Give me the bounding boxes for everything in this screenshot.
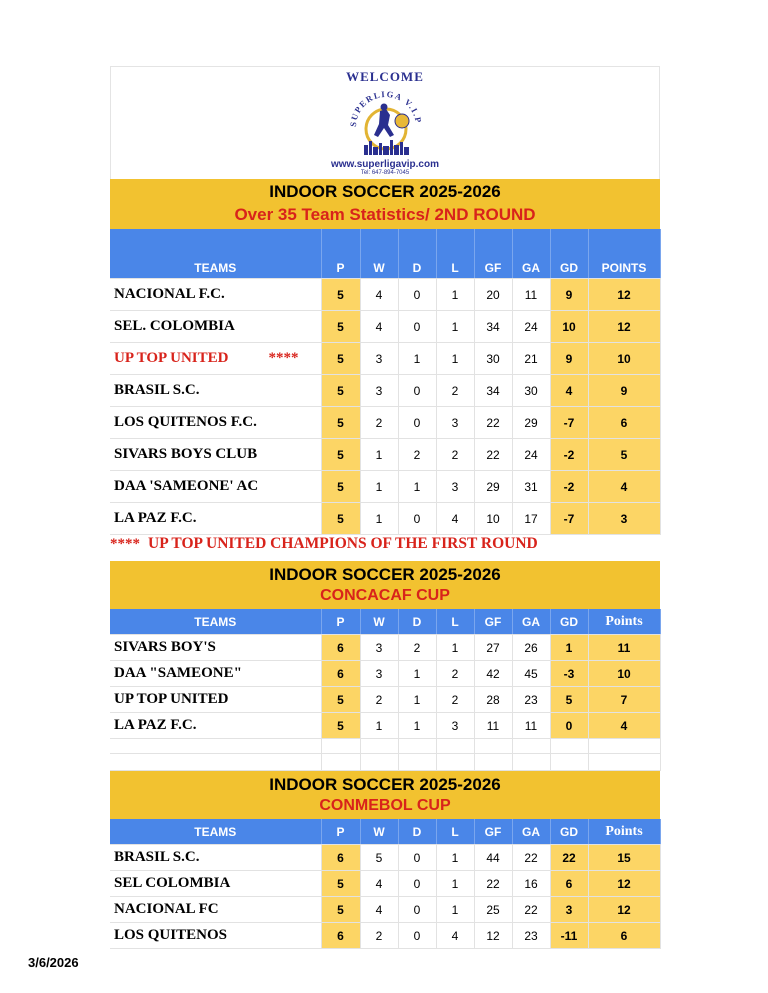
stat-ga: 24 — [512, 311, 550, 343]
stat-d: 0 — [398, 279, 436, 311]
stat-w: 2 — [360, 407, 398, 439]
stat-d: 0 — [398, 311, 436, 343]
stat-p: 5 — [321, 871, 360, 897]
table-row — [110, 713, 660, 739]
stat-pts: 5 — [588, 439, 660, 471]
stat-gf: 12 — [474, 923, 512, 949]
table-row — [110, 279, 660, 311]
header-l: L — [436, 819, 474, 845]
stat-gf: 20 — [474, 279, 512, 311]
stat-d: 0 — [398, 375, 436, 407]
table-row — [110, 871, 660, 897]
stat-d: 0 — [398, 871, 436, 897]
stat-gf: 29 — [474, 471, 512, 503]
team-name-text: BRASIL S.C. — [114, 382, 200, 398]
team-name-text: LOS QUITENOS — [114, 927, 227, 943]
team-name — [110, 439, 321, 471]
stat-d: 0 — [398, 923, 436, 949]
team-name-text: BRASIL S.C. — [114, 849, 200, 865]
champions-note — [110, 535, 660, 561]
team-name — [110, 503, 321, 535]
team-name — [110, 343, 321, 375]
header-w: W — [360, 609, 398, 635]
stat-d: 1 — [398, 687, 436, 713]
stat-pts: 10 — [588, 343, 660, 375]
stat-w: 3 — [360, 375, 398, 407]
header-w: W — [360, 229, 398, 279]
stat-ga: 29 — [512, 407, 550, 439]
header-gf: GF — [474, 819, 512, 845]
stat-ga: 26 — [512, 635, 550, 661]
stat-w: 3 — [360, 661, 398, 687]
stat-gd: -2 — [550, 439, 588, 471]
stat-ga: 45 — [512, 661, 550, 687]
section3-table — [110, 819, 661, 949]
team-name — [110, 311, 321, 343]
stat-gd: -7 — [550, 407, 588, 439]
stat-d: 1 — [398, 661, 436, 687]
stat-l: 3 — [436, 407, 474, 439]
team-name-text: DAA 'SAMEONE' AC — [114, 478, 259, 494]
stat-w: 4 — [360, 311, 398, 343]
stat-p: 5 — [321, 311, 360, 343]
team-name — [110, 471, 321, 503]
stat-gd: 9 — [550, 343, 588, 375]
stat-pts: 4 — [588, 471, 660, 503]
stat-pts: 9 — [588, 375, 660, 407]
stat-d: 2 — [398, 439, 436, 471]
stat-p: 5 — [321, 897, 360, 923]
stat-gd: 9 — [550, 279, 588, 311]
champions-note-mark: **** — [110, 536, 140, 552]
table-row — [110, 375, 660, 407]
header-teams: TEAMS — [110, 819, 321, 845]
header-gd: GD — [550, 229, 588, 279]
stat-p: 6 — [321, 923, 360, 949]
stat-gf: 10 — [474, 503, 512, 535]
stat-gf: 22 — [474, 439, 512, 471]
team-name-text: NACIONAL FC — [114, 901, 219, 917]
stat-pts: 11 — [588, 635, 660, 661]
welcome-text: WELCOME — [346, 69, 424, 84]
stat-p: 5 — [321, 439, 360, 471]
spacer-row — [110, 754, 660, 771]
section3-subtitle: CONMEBOL CUP — [319, 797, 451, 814]
stat-gd: 10 — [550, 311, 588, 343]
stat-gd: -3 — [550, 661, 588, 687]
champion-mark: **** — [268, 350, 299, 366]
standings-sheet — [110, 66, 660, 949]
team-name — [110, 279, 321, 311]
header-d: D — [398, 229, 436, 279]
stat-w: 3 — [360, 635, 398, 661]
team-name-text: DAA "SAMEONE" — [114, 665, 242, 681]
section1-banner — [110, 179, 660, 229]
stat-d: 1 — [398, 713, 436, 739]
stat-p: 5 — [321, 713, 360, 739]
stat-p: 5 — [321, 407, 360, 439]
stat-ga: 22 — [512, 897, 550, 923]
section1-table — [110, 229, 661, 535]
stat-gf: 34 — [474, 311, 512, 343]
stat-pts: 3 — [588, 503, 660, 535]
table-row — [110, 923, 660, 949]
league-phone: Tel: 647-894-7045 — [360, 170, 410, 176]
stat-w: 1 — [360, 439, 398, 471]
stat-ga: 11 — [512, 713, 550, 739]
stat-gd: -2 — [550, 471, 588, 503]
team-name-text: NACIONAL F.C. — [114, 286, 225, 302]
header-p: P — [321, 229, 360, 279]
team-name-text: UP TOP UNITED — [114, 691, 229, 707]
team-name — [110, 635, 321, 661]
stat-gd: 3 — [550, 897, 588, 923]
stat-p: 5 — [321, 687, 360, 713]
stat-l: 1 — [436, 311, 474, 343]
stat-l: 2 — [436, 661, 474, 687]
stat-pts: 6 — [588, 407, 660, 439]
stat-d: 0 — [398, 503, 436, 535]
stat-pts: 12 — [588, 897, 660, 923]
stat-p: 5 — [321, 375, 360, 407]
section2-header-row — [110, 609, 660, 635]
stat-ga: 30 — [512, 375, 550, 407]
stat-l: 4 — [436, 923, 474, 949]
team-name — [110, 687, 321, 713]
stat-p: 5 — [321, 503, 360, 535]
team-name — [110, 407, 321, 439]
stat-l: 1 — [436, 343, 474, 375]
team-name-text: SIVARS BOY'S — [114, 639, 216, 655]
stat-p: 5 — [321, 343, 360, 375]
stat-w: 4 — [360, 871, 398, 897]
section2-body — [110, 635, 660, 739]
stat-w: 2 — [360, 687, 398, 713]
header-teams: TEAMS — [110, 229, 321, 279]
stat-l: 1 — [436, 871, 474, 897]
team-name — [110, 375, 321, 407]
stat-gf: 42 — [474, 661, 512, 687]
stat-p: 6 — [321, 635, 360, 661]
stat-p: 5 — [321, 471, 360, 503]
stat-gf: 25 — [474, 897, 512, 923]
stat-l: 1 — [436, 279, 474, 311]
stat-gf: 28 — [474, 687, 512, 713]
stat-d: 1 — [398, 343, 436, 375]
table-row — [110, 503, 660, 535]
stat-gf: 27 — [474, 635, 512, 661]
section1-title: INDOOR SOCCER 2025-2026 — [269, 182, 501, 201]
stat-l: 2 — [436, 687, 474, 713]
table-row — [110, 661, 660, 687]
stat-l: 4 — [436, 503, 474, 535]
stat-w: 4 — [360, 897, 398, 923]
header-gd: GD — [550, 609, 588, 635]
team-name — [110, 923, 321, 949]
stat-pts: 12 — [588, 311, 660, 343]
team-name-text: LA PAZ F.C. — [114, 510, 197, 526]
header-ga: GA — [512, 819, 550, 845]
table-row — [110, 311, 660, 343]
stat-gd: 6 — [550, 871, 588, 897]
section3-body — [110, 845, 660, 949]
team-name — [110, 897, 321, 923]
stat-w: 4 — [360, 279, 398, 311]
table-row — [110, 635, 660, 661]
header-w: W — [360, 819, 398, 845]
header-l: L — [436, 229, 474, 279]
stat-l: 1 — [436, 635, 474, 661]
stat-w: 1 — [360, 471, 398, 503]
stat-l: 1 — [436, 845, 474, 871]
header-points: POINTS — [588, 229, 660, 279]
stat-gf: 11 — [474, 713, 512, 739]
stat-l: 1 — [436, 897, 474, 923]
stat-gd: 4 — [550, 375, 588, 407]
team-name-text: SIVARS BOYS CLUB — [114, 446, 258, 462]
section2-title: INDOOR SOCCER 2025-2026 — [269, 565, 501, 584]
header-ga: GA — [512, 229, 550, 279]
stat-ga: 17 — [512, 503, 550, 535]
stat-gd: 0 — [550, 713, 588, 739]
section1-body — [110, 279, 660, 535]
header-gd: GD — [550, 819, 588, 845]
stat-d: 0 — [398, 407, 436, 439]
stat-gd: -11 — [550, 923, 588, 949]
stat-gf: 34 — [474, 375, 512, 407]
stat-w: 1 — [360, 503, 398, 535]
table-row — [110, 687, 660, 713]
stat-p: 6 — [321, 661, 360, 687]
stat-gf: 22 — [474, 407, 512, 439]
section2-table — [110, 609, 661, 771]
champions-note-text: UP TOP UNITED CHAMPIONS OF THE FIRST ROUND — [148, 535, 538, 552]
league-website: www.superligavip.com — [331, 159, 439, 170]
team-name — [110, 871, 321, 897]
team-name — [110, 845, 321, 871]
stat-pts: 15 — [588, 845, 660, 871]
stat-ga: 23 — [512, 687, 550, 713]
team-name-text: LA PAZ F.C. — [114, 717, 197, 733]
table-row — [110, 407, 660, 439]
stat-gd: -7 — [550, 503, 588, 535]
section3-title: INDOOR SOCCER 2025-2026 — [269, 775, 501, 794]
stat-gf: 30 — [474, 343, 512, 375]
header-ga: GA — [512, 609, 550, 635]
section1-subtitle: Over 35 Team Statistics/ 2ND ROUND — [234, 205, 536, 224]
stat-ga: 24 — [512, 439, 550, 471]
stat-ga: 16 — [512, 871, 550, 897]
stat-d: 0 — [398, 845, 436, 871]
table-row — [110, 471, 660, 503]
stat-w: 1 — [360, 713, 398, 739]
team-name-text: SEL COLOMBIA — [114, 875, 231, 891]
header-gf: GF — [474, 609, 512, 635]
stat-l: 3 — [436, 713, 474, 739]
league-logo — [110, 66, 660, 179]
stat-l: 2 — [436, 439, 474, 471]
stat-pts: 6 — [588, 923, 660, 949]
header-l: L — [436, 609, 474, 635]
stat-gd: 1 — [550, 635, 588, 661]
header-points: Points — [588, 819, 660, 845]
team-name-text: UP TOP UNITED — [114, 350, 229, 366]
stat-w: 5 — [360, 845, 398, 871]
stat-gd: 22 — [550, 845, 588, 871]
stat-pts: 7 — [588, 687, 660, 713]
stat-pts: 12 — [588, 871, 660, 897]
stat-d: 0 — [398, 897, 436, 923]
stat-ga: 11 — [512, 279, 550, 311]
stat-ga: 21 — [512, 343, 550, 375]
stat-l: 3 — [436, 471, 474, 503]
emblem-arc-text: SUPERLIGA V.I.P — [347, 88, 424, 128]
spacer-row — [110, 739, 660, 754]
stat-w: 2 — [360, 923, 398, 949]
stat-d: 1 — [398, 471, 436, 503]
stat-gd: 5 — [550, 687, 588, 713]
header-d: D — [398, 609, 436, 635]
section1-header-row — [110, 229, 660, 279]
stat-gf: 22 — [474, 871, 512, 897]
header-gf: GF — [474, 229, 512, 279]
header-teams: TEAMS — [110, 609, 321, 635]
table-row — [110, 845, 660, 871]
team-name — [110, 713, 321, 739]
table-row — [110, 439, 660, 471]
stat-ga: 23 — [512, 923, 550, 949]
stat-d: 2 — [398, 635, 436, 661]
stat-w: 3 — [360, 343, 398, 375]
table-row — [110, 343, 660, 375]
section3-banner — [110, 771, 660, 819]
header-d: D — [398, 819, 436, 845]
section2-banner — [110, 561, 660, 609]
stat-pts: 4 — [588, 713, 660, 739]
stat-pts: 12 — [588, 279, 660, 311]
superliga-emblem-icon — [346, 83, 426, 157]
team-name-text: SEL. COLOMBIA — [114, 318, 235, 334]
team-name — [110, 661, 321, 687]
section3-header-row — [110, 819, 660, 845]
header-p: P — [321, 609, 360, 635]
stat-ga: 22 — [512, 845, 550, 871]
header-points: Points — [588, 609, 660, 635]
stat-gf: 44 — [474, 845, 512, 871]
team-name-text: LOS QUITENOS F.C. — [114, 414, 257, 430]
stat-l: 2 — [436, 375, 474, 407]
header-p: P — [321, 819, 360, 845]
table-row — [110, 897, 660, 923]
stat-p: 5 — [321, 279, 360, 311]
print-date: 3/6/2026 — [28, 955, 79, 970]
stat-ga: 31 — [512, 471, 550, 503]
stat-pts: 10 — [588, 661, 660, 687]
section2-subtitle: CONCACAF CUP — [320, 587, 450, 604]
stat-p: 6 — [321, 845, 360, 871]
